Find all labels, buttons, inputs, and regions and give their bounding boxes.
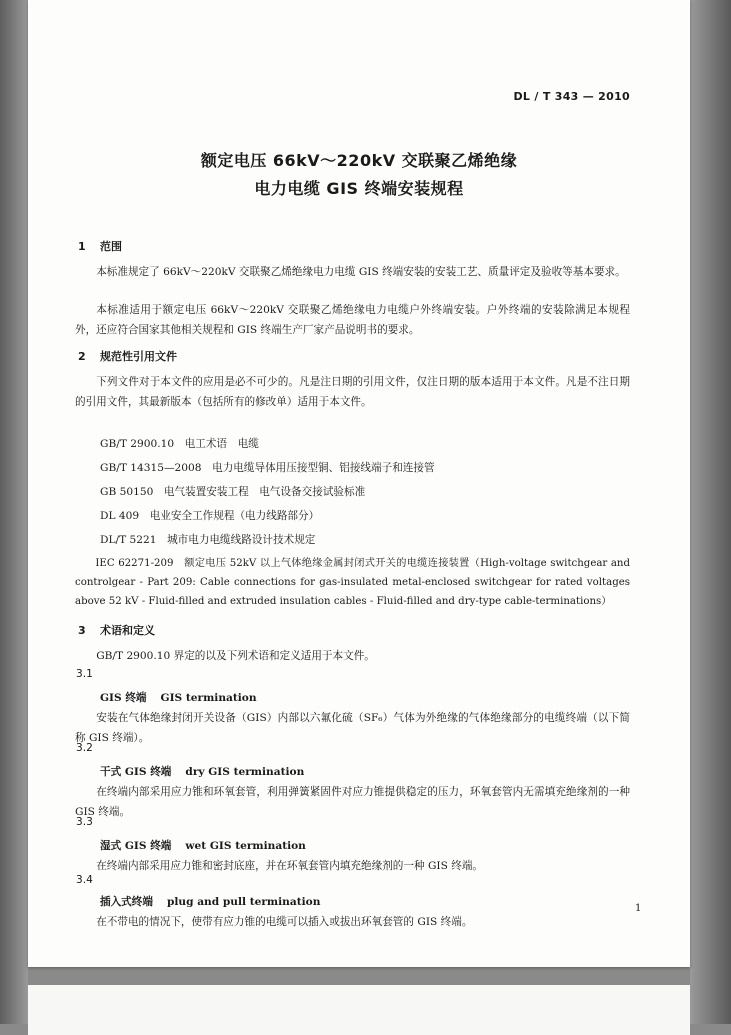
term-zh: 湿式 GIS 终端 — [100, 840, 172, 852]
reference-code: DL/T 5221 — [100, 534, 157, 546]
section-title: 规范性引用文件 — [100, 350, 177, 363]
reference-code: GB 50150 — [100, 486, 154, 498]
reference-title: 电气装置安装工程 电气设备交接试验标准 — [163, 486, 366, 498]
reference-item — [100, 460, 435, 475]
reference-item — [100, 484, 365, 499]
section-number: 1 — [78, 240, 86, 253]
section-title: 范围 — [100, 240, 122, 253]
reference-title: 电工术语 电缆 — [184, 438, 259, 450]
page-number: 1 — [635, 903, 642, 914]
paragraph: GB/T 2900.10 界定的以及下列术语和定义适用于本文件。 — [96, 650, 375, 662]
reference-code: GB/T 2900.10 — [100, 438, 175, 450]
term-en: GIS termination — [160, 692, 257, 704]
reference-code: GB/T 14315—2008 — [100, 462, 202, 474]
reference-item — [100, 508, 319, 523]
term-definition: 在终端内部采用应力锥和环氧套管，利用弹簧紧固件对应力锥提供稳定的压力，环氧套管内无需填充绝缘剂的一种 GIS 终端。 — [75, 786, 630, 818]
term-heading — [100, 894, 320, 909]
term-en: plug and pull termination — [166, 896, 321, 908]
term-definition: 安装在气体绝缘封闭开关设备（GIS）内部以六氟化硫（SF₆）气体为外绝缘的气体绝缘部分的电缆终端（以下简称 GIS 终端）。 — [75, 712, 630, 744]
term-zh: 干式 GIS 终端 — [100, 766, 172, 778]
section-number: 2 — [78, 350, 86, 363]
paragraph: 本标准规定了 66kV～220kV 交联聚乙烯绝缘电力电缆 GIS 终端安装的安装工艺、质量评定及验收等基本要求。 — [96, 266, 626, 278]
right-scan-edge — [690, 0, 731, 1024]
reference-item — [100, 436, 259, 451]
reference-item — [100, 532, 315, 547]
term-en: wet GIS termination — [185, 840, 306, 852]
clause-number: 3.3 — [76, 816, 93, 828]
term-heading — [100, 690, 257, 705]
term-zh: GIS 终端 — [100, 692, 147, 704]
term-heading — [100, 838, 306, 853]
reference-title: 城市电力电缆线路设计技术规定 — [167, 534, 316, 546]
section-number: 3 — [78, 624, 86, 637]
title-line-1: 额定电压 66kV～220kV 交联聚乙烯绝缘 — [200, 151, 518, 170]
term-definition: 在终端内部采用应力锥和密封底座，并在环氧套管内填充绝缘剂的一种 GIS 终端。 — [96, 860, 484, 872]
title-line-2: 电力电缆 GIS 终端安装规程 — [254, 179, 464, 198]
section-2-heading — [78, 348, 177, 364]
iec-reference: IEC 62271-209 额定电压 52kV 以上气体绝缘金属封闭式开关的电缆连接装置（High-voltage switchgear and controlgear - Part 209: Cable connections for gas-insulated metal-enclosed switchgear for rated voltages above 52 kV - Fluid-filled and extruded insulation cables - Fluid-filled and dry-type cable-terminations） — [75, 558, 630, 607]
term-en: dry GIS termination — [185, 766, 305, 778]
document-page — [28, 0, 690, 967]
section-title: 术语和定义 — [100, 624, 155, 637]
term-definition: 在不带电的情况下，使带有应力锥的电缆可以插入或拔出环氧套管的 GIS 终端。 — [96, 916, 473, 928]
section-1-heading — [78, 238, 122, 254]
standard-code: DL / T 343 — 2010 — [513, 90, 630, 103]
left-scan-edge — [0, 0, 28, 1024]
reference-title: 电业安全工作规程（电力线路部分） — [149, 510, 320, 522]
clause-number: 3.4 — [76, 874, 93, 886]
reference-title: 电力电缆导体用压接型铜、铝接线端子和连接管 — [212, 462, 435, 474]
next-page-edge — [28, 985, 690, 1035]
paragraph: 本标准适用于额定电压 66kV～220kV 交联聚乙烯绝缘电力电缆户外终端安装。户外终端的安装除满足本规程外，还应符合国家其他相关规程和 GIS 终端生产厂家产品说明书的要求。 — [75, 304, 630, 336]
section-3-heading — [78, 622, 155, 638]
term-heading — [100, 764, 304, 779]
paragraph: 下列文件对于本文件的应用是必不可少的。凡是注日期的引用文件，仅注日期的版本适用于本文件。凡是不注日期的引用文件，其最新版本（包括所有的修改单）适用于本文件。 — [75, 376, 630, 408]
clause-number: 3.1 — [76, 668, 93, 680]
term-zh: 插入式终端 — [100, 896, 153, 908]
reference-code: DL 409 — [100, 510, 140, 522]
clause-number: 3.2 — [76, 742, 93, 754]
